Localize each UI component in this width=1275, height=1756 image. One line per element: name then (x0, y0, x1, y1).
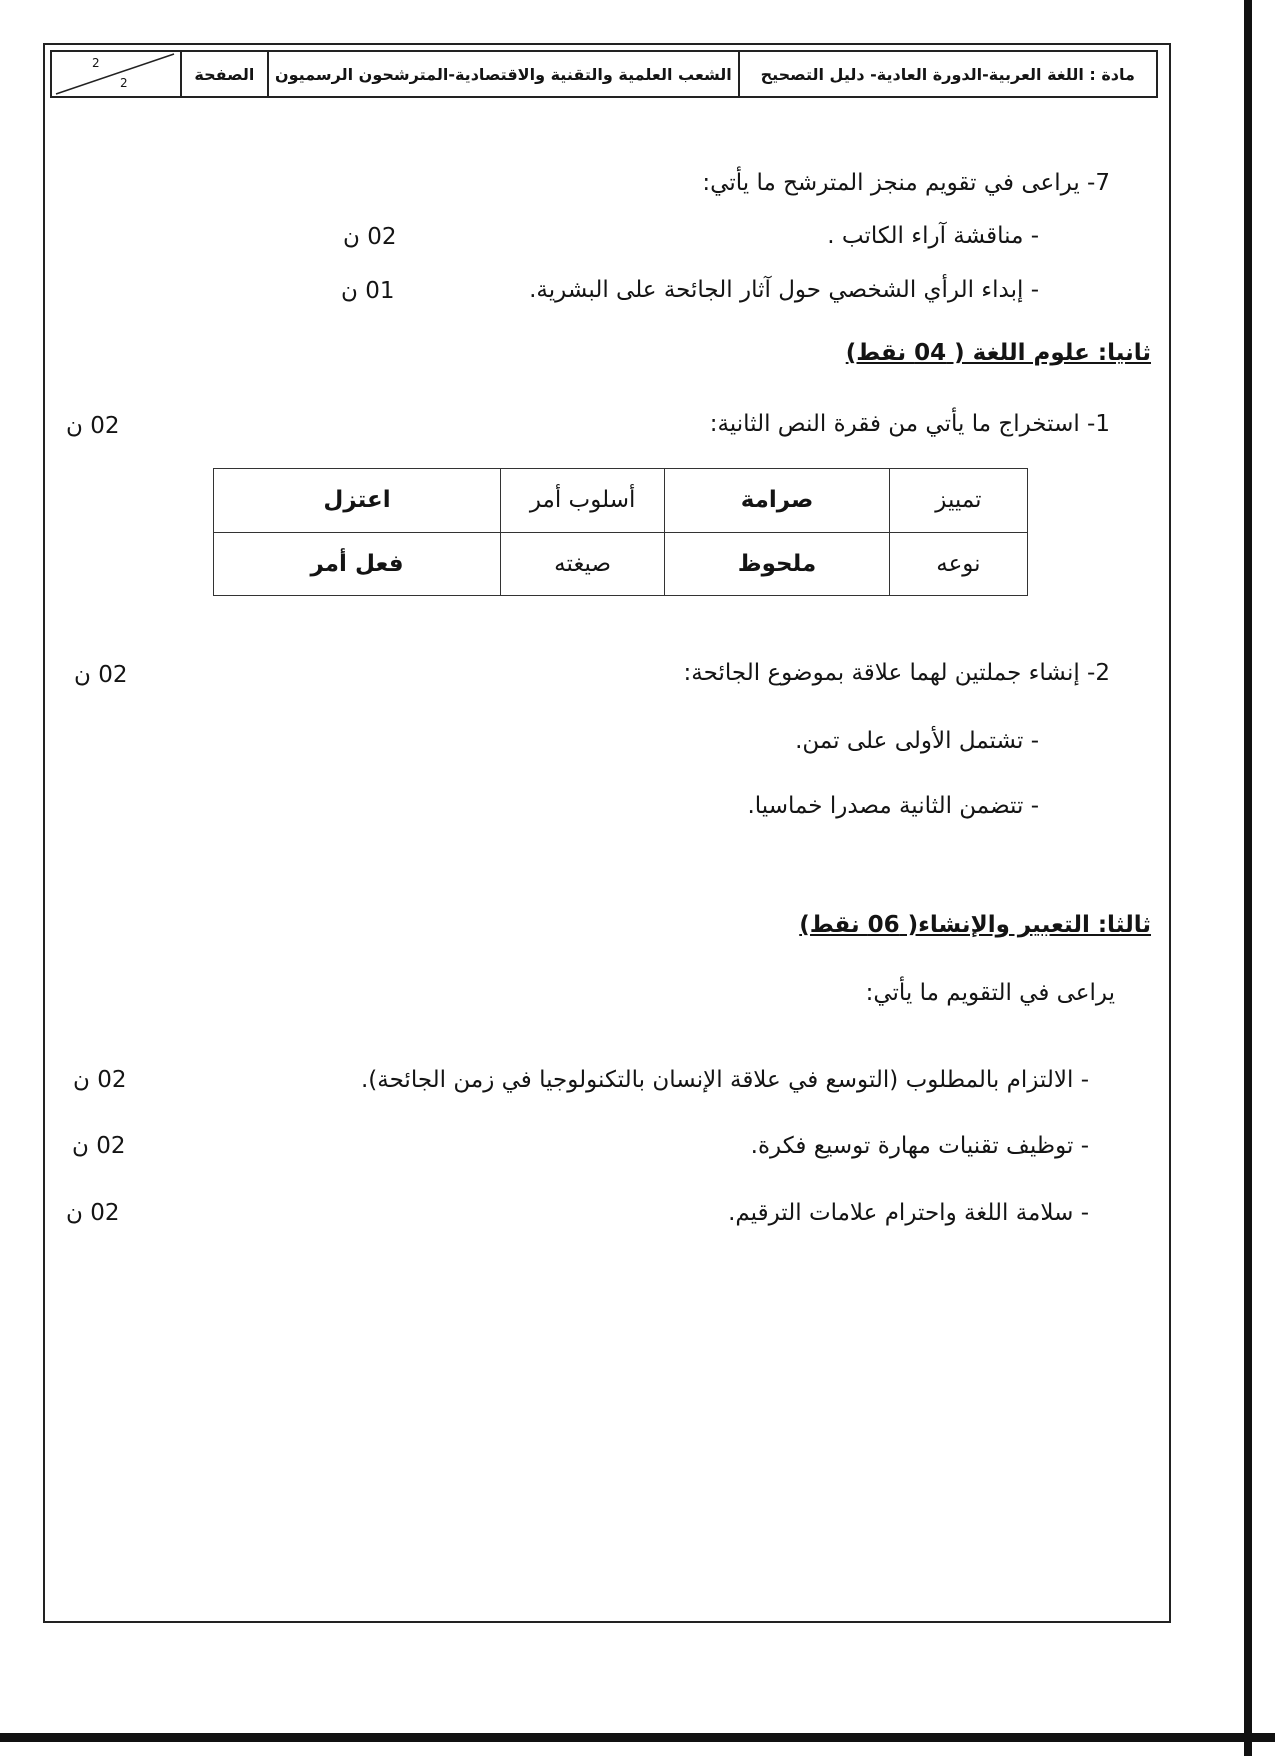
page-number-diagonal (52, 52, 176, 96)
table-cell: تمييز (889, 469, 1027, 533)
table-cell: ملحوظ (665, 532, 890, 596)
table-cell: صيغته (501, 532, 665, 596)
section3-heading: ثالثا: التعبير والإنشاء( 06 نقط) (799, 912, 1151, 938)
extraction-table (213, 468, 1028, 596)
q7-item-2-score: 01 ن (341, 278, 395, 304)
q2-item-2: - تتضمن الثانية مصدرا خماسيا. (747, 793, 1039, 819)
table-cell: نوعه (889, 532, 1027, 596)
table-cell: اعتزل (214, 469, 501, 533)
header-subject: مادة : اللغة العربية-الدورة العادية- دليل التصحيح (738, 52, 1156, 96)
q2-item-1: - تشتمل الأولى على تمن. (795, 728, 1039, 754)
section2-heading: ثانيا: علوم اللغة ( 04 نقط) (845, 340, 1151, 366)
page-header (50, 50, 1158, 98)
table-row (214, 532, 1028, 596)
table-row (214, 469, 1028, 533)
section3-item-2-score: 02 ن (72, 1133, 126, 1159)
scan-edge-right (1244, 0, 1252, 1756)
section3-item-3: - سلامة اللغة واحترام علامات الترقيم. (728, 1200, 1089, 1226)
table-cell: صرامة (665, 469, 890, 533)
q7-title: 7- يراعى في تقويم منجز المترشح ما يأتي: (702, 170, 1110, 196)
header-page-label: الصفحة (180, 52, 268, 96)
q1-score: 02 ن (66, 413, 120, 439)
q2-score: 02 ن (74, 662, 128, 688)
table-cell: فعل أمر (214, 532, 501, 596)
section3-intro: يراعى في التقويم ما يأتي: (865, 980, 1115, 1006)
q7-item-1: - مناقشة آراء الكاتب . (827, 223, 1039, 249)
q7-item-2: - إبداء الرأي الشخصي حول آثار الجائحة على البشرية. (529, 277, 1039, 303)
section3-item-1: - الالتزام بالمطلوب (التوسع في علاقة الإنسان بالتكنولوجيا في زمن الجائحة). (360, 1067, 1089, 1093)
q1-title: 1- استخراج ما يأتي من فقرة النص الثانية: (709, 411, 1110, 437)
q7-item-1-score: 02 ن (343, 224, 397, 250)
header-branches: الشعب العلمية والتقنية والاقتصادية-المترشحون الرسميون (267, 52, 737, 96)
section3-item-3-score: 02 ن (66, 1200, 120, 1226)
page-number-top: 2 (92, 56, 100, 70)
table-cell: أسلوب أمر (501, 469, 665, 533)
header-page-number (52, 52, 180, 96)
page-number-bottom: 2 (120, 76, 128, 90)
q2-title: 2- إنشاء جملتين لهما علاقة بموضوع الجائحة: (683, 660, 1110, 686)
scan-edge-bottom (0, 1733, 1275, 1742)
section3-item-2: - توظيف تقنيات مهارة توسيع فكرة. (750, 1133, 1089, 1159)
section3-item-1-score: 02 ن (73, 1067, 127, 1093)
